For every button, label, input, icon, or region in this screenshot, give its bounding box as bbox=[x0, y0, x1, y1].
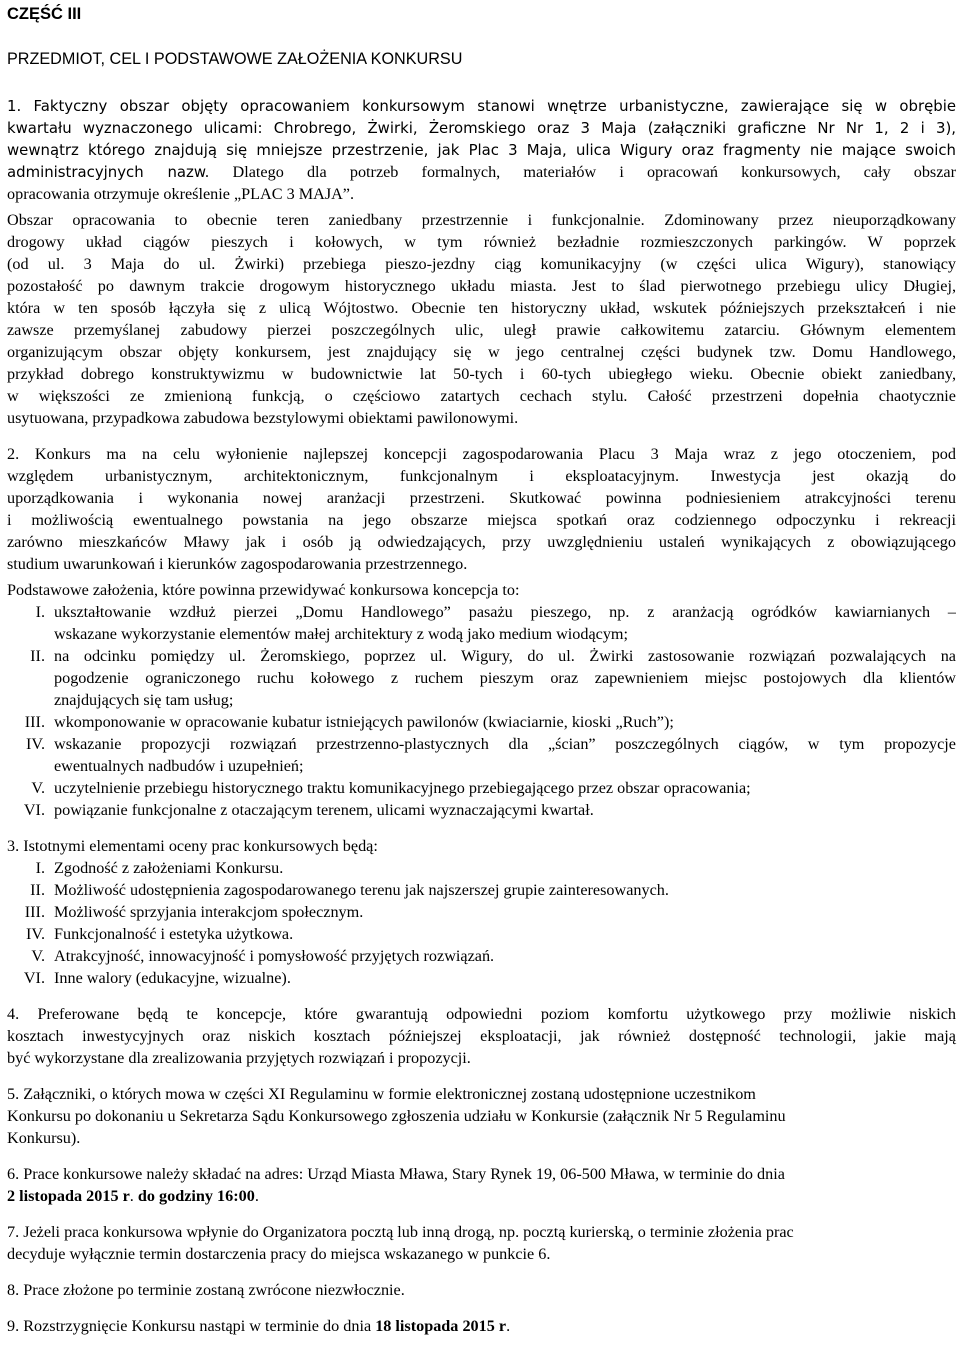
part-title: CZĘŚĆ III bbox=[7, 5, 82, 23]
list-number: II. bbox=[30, 647, 45, 665]
paragraph-8: 8. Prace złożone po terminie zostaną zwrócone niezwłocznie. bbox=[7, 1281, 405, 1299]
list-item bbox=[7, 601, 956, 623]
list-text: Funkcjonalność i estetyka użytkowa. bbox=[54, 925, 294, 943]
list-item bbox=[7, 967, 956, 989]
paragraph-text: Dlatego dla potrzeb formalnych, materiałów i opracowań konkursowych, cały obszar bbox=[209, 163, 956, 181]
list-intro: Podstawowe założenia, które powinna przewidywać konkursowa koncepcja to: bbox=[7, 581, 520, 599]
deadline-date: 2 listopada 2015 r bbox=[7, 1187, 130, 1205]
paragraph-line: decyduje wyłącznie termin dostarczenia pracy do miejsca wskazanego w punkcie 6. bbox=[7, 1245, 551, 1263]
list-text: Zgodność z założeniami Konkursu. bbox=[54, 859, 284, 877]
paragraph-line: 6. Prace konkursowe należy składać na adres: Urząd Miasta Mława, Stary Rynek 19, 06-500 Mława, w terminie do dnia bbox=[7, 1165, 785, 1183]
list-text: ewentualnych nadbudów i uzupełnień; bbox=[54, 757, 304, 775]
paragraph-line: 5. Załączniki, o których mowa w części XI Regulaminu w formie elektronicznej zostaną udostępnione uczestnikom bbox=[7, 1085, 756, 1103]
paragraph-4 bbox=[7, 1003, 956, 1069]
paragraph-line: która w ten sposób łączyła się z ulicą Wójtostwo. Obecnie ten historyczny układ, wskutek późniejszych przekształceń i nie bbox=[7, 299, 956, 317]
paragraph-7 bbox=[7, 1221, 956, 1265]
list-text: Możliwość udostępnienia zagospodarowanego terenu jak najszerszej grupie zainteresowanych. bbox=[54, 881, 669, 899]
list-item bbox=[7, 711, 956, 733]
list-item bbox=[7, 901, 956, 923]
paragraph-line: i możliwością ewentualnego powstania na jego obszarze miejsca spotkań oraz codziennego odpoczynku i rekreacji bbox=[7, 511, 956, 529]
paragraph-line: drogowy układ ciągów pieszych i kołowych, w tym również bezładnie rozmieszczonych parkingów. W poprzek bbox=[7, 233, 956, 251]
paragraph-1 bbox=[7, 95, 956, 205]
list-item bbox=[7, 945, 956, 967]
list-number: III. bbox=[24, 903, 45, 921]
list-item bbox=[7, 777, 956, 799]
list-item bbox=[7, 733, 956, 755]
paragraph-6 bbox=[7, 1163, 956, 1207]
paragraph-9 bbox=[7, 1315, 956, 1337]
paragraph-line bbox=[7, 161, 956, 183]
paragraph-line: zarówno mieszkańców Mławy jak i osób ją odwiedzających, przy uwzględnieniu ustaleń wynikających z obowiązującego bbox=[7, 533, 956, 551]
list-text: Atrakcyjność, innowacyjność i pomysłowość przyjętych rozwiązań. bbox=[54, 947, 495, 965]
paragraph-line: usytuowana, przypadkowa zabudowa bezstylowymi obiektami pawilonowymi. bbox=[7, 409, 519, 427]
paragraph-line: wewnątrz którego znajdują się mniejsze przestrzenie, jak Plac 3 Maja, ulica Wigury oraz fragmenty nie mające swoich bbox=[7, 141, 956, 159]
paragraph-line: kwartału wyznaczonego ulicami: Chrobrego, Żwirki, Żeromskiego oraz 3 Maja (załączniki graficzne Nr Nr 1, 2 i 3), bbox=[7, 119, 956, 137]
paragraph-line: względem urbanistycznym, architektonicznym, funkcjonalnym i eksploatacyjnym. Inwestycja jest okazją do bbox=[7, 467, 956, 485]
list-item bbox=[7, 857, 956, 879]
paragraph-line: 2. Konkurs ma na celu wyłonienie najlepszej koncepcji zagospodarowania Placu 3 Maja wraz z jego otoczeniem, pod bbox=[7, 445, 956, 463]
paragraph-line: opracowania otrzymuje określenie „PLAC 3 MAJA”. bbox=[7, 185, 355, 203]
paragraph-line: 4. Preferowane będą te koncepcje, które gwarantują odpowiedni poziom komfortu użytkowego przy możliwie niskich bbox=[7, 1005, 956, 1023]
paragraph-line: kosztach inwestycyjnych oraz niskich kosztach późniejszej eksploatacji, jak również dostępność technologii, jakie mają bbox=[7, 1027, 956, 1045]
paragraph-2 bbox=[7, 443, 956, 575]
list-text: pogodzenie ograniczonego ruchu kołowego z ruchem pieszym oraz zapewnieniem miejsc postojowych dla klientów bbox=[54, 669, 956, 687]
list-text: na odcinku pomiędzy ul. Żeromskiego, poprzez ul. Wigury, do ul. Żwirki zastosowanie rozwiązań pozwalających na bbox=[54, 647, 956, 665]
evaluation-criteria-list bbox=[7, 857, 956, 989]
list-number: I. bbox=[35, 859, 45, 877]
paragraph-line: przykład dobrego konstruktywizmu w budownictwie lat 50-tych i 60-tych ubiegłego wieku. Obecnie obiekt zaniedbany, bbox=[7, 365, 956, 383]
list-number: IV. bbox=[25, 735, 45, 753]
list-text: wskazane wykorzystanie elementów małej architektury z wodą jako medium wiodącym; bbox=[54, 625, 629, 643]
list-text: powiązanie funkcjonalne z otaczającym terenem, ulicami wyznaczającymi kwartał. bbox=[54, 801, 594, 819]
paragraph-line: organizującym obszar objęty konkursem, jest znajdujący się w jego centralnej części budynek tzw. Domu Handlowego, bbox=[7, 343, 956, 361]
list-text: znajdujących się tam usług; bbox=[54, 691, 234, 709]
deadline-time: do godziny 16:00 bbox=[137, 1187, 255, 1205]
paragraph-line: zawsze przemyślanej zabudowy pierzei poszczególnych ulic, uległ prawie całkowitemu zatarciu. Głównym elementem bbox=[7, 321, 956, 339]
paragraph-text: . bbox=[506, 1317, 511, 1335]
paragraph-line: być wykorzystane dla zrealizowania przyjętych rozwiązań i propozycji. bbox=[7, 1049, 471, 1067]
paragraph-text: . bbox=[129, 1187, 138, 1205]
paragraph-line: 7. Jeżeli praca konkursowa wpłynie do Organizatora pocztą lub inną drogą, np. pocztą kurierską, o terminie złożenia prac bbox=[7, 1223, 794, 1241]
list-text: wskazanie propozycji rozwiązań przestrzenno-plastycznych dla „ścian” poszczególnych ciągów, w tym propozycje bbox=[54, 735, 956, 753]
document-page bbox=[0, 2, 960, 1351]
list-number: I. bbox=[35, 603, 45, 621]
list-item bbox=[7, 879, 956, 901]
paragraph-1b bbox=[7, 209, 956, 429]
paragraph-line: uporządkowania i wykonania nowej aranżacji przestrzeni. Skutkować powinna podniesieniem atrakcyjności terenu bbox=[7, 489, 956, 507]
result-date: 18 listopada 2015 r bbox=[375, 1317, 507, 1335]
paragraph-line: Obszar opracowania to obecnie teren zaniedbany przestrzennie i funkcjonalnie. Zdominowany przez nieuporządkowany bbox=[7, 211, 956, 229]
assumptions-list bbox=[7, 601, 956, 821]
list-intro: 3. Istotnymi elementami oceny prac konkursowych będą: bbox=[7, 837, 378, 855]
list-number: V. bbox=[31, 779, 45, 797]
list-item bbox=[7, 645, 956, 667]
section-title: PRZEDMIOT, CEL I PODSTAWOWE ZAŁOŻENIA KONKURSU bbox=[7, 50, 463, 68]
paragraph-line: (od ul. 3 Maja do ul. Żwirki) przebiega pieszo-jezdny ciąg komunikacyjny (w części ulica Wigury), stanowiący bbox=[7, 255, 956, 273]
paragraph-line: 1. Faktyczny obszar objęty opracowaniem konkursowym stanowi wnętrze urbanistyczne, zawierające się w obrębie bbox=[7, 97, 956, 115]
paragraph-5 bbox=[7, 1083, 956, 1149]
list-text: wkomponowanie w opracowanie kubatur istniejących pawilonów (kwiaciarnie, kioski „Ruch”); bbox=[54, 713, 674, 731]
list-number: IV. bbox=[25, 925, 45, 943]
list-number: VI. bbox=[23, 801, 45, 819]
paragraph-line bbox=[7, 1185, 956, 1207]
list-number: III. bbox=[24, 713, 45, 731]
paragraph-text: administracyjnych nazw. bbox=[7, 163, 210, 181]
paragraph-line: pozostałość po dawnym trakcie drogowym historycznego układu miasta. Jest to ślad pierwotnego przebiegu ulicy Długiej, bbox=[7, 277, 956, 295]
list-number: V. bbox=[31, 947, 45, 965]
list-number: VI. bbox=[23, 969, 45, 987]
list-text: ukształtowanie wzdłuż pierzei „Domu Handlowego” pasażu pieszego, np. z aranżacją ogródków kawiarnianych – bbox=[54, 603, 956, 621]
list-item bbox=[7, 799, 956, 821]
list-text: Możliwość sprzyjania interakcjom społecznym. bbox=[54, 903, 364, 921]
list-item bbox=[7, 923, 956, 945]
paragraph-line: studium uwarunkowań i kierunków zagospodarowania przestrzennego. bbox=[7, 555, 468, 573]
list-number: II. bbox=[30, 881, 45, 899]
paragraph-text: . bbox=[254, 1187, 259, 1205]
paragraph-line: Konkursu). bbox=[7, 1129, 81, 1147]
paragraph-line: w większości ze zmienioną funkcją, o częściowo zatartych cechach stylu. Całość przestrzeni dopełnia chaotycznie bbox=[7, 387, 956, 405]
list-text: uczytelnienie przebiegu historycznego traktu komunikacyjnego przebiegającego przez obszar opracowania; bbox=[54, 779, 751, 797]
paragraph-text: 9. Rozstrzygnięcie Konkursu nastąpi w terminie do dnia bbox=[7, 1317, 376, 1335]
paragraph-line: Konkursu po dokonaniu u Sekretarza Sądu Konkursowego zgłoszenia udziału w Konkursie (załącznik Nr 5 Regulaminu bbox=[7, 1107, 786, 1125]
list-text: Inne walory (edukacyjne, wizualne). bbox=[54, 969, 291, 987]
